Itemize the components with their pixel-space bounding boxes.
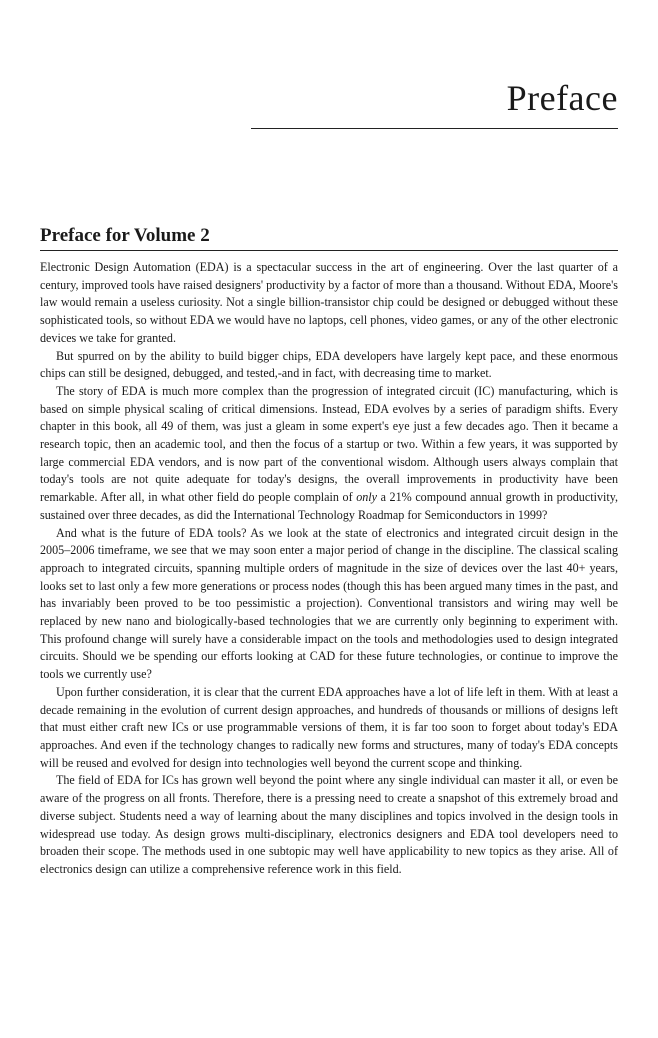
section-rule [40, 250, 618, 251]
title-rule [251, 128, 618, 129]
paragraph-5: Upon further consideration, it is clear that the current EDA approaches have a lot of life left in them. With at least a decade remaining in the evolution of current design approaches, and hundreds of thousands or millions of designs left that must either craft new ICs or use programmable versions of them, it is far too soon to forget about today's EDA approaches. And even if the technology changes to radically new forms and structures, many of today's EDA concepts will be reused and evolved for design into technologies well beyond the current scope and thinking. [40, 684, 618, 770]
body-text [40, 259, 618, 879]
paragraph-4: And what is the future of EDA tools? As we look at the state of electronics and integrated circuit design in the 2005–2006 timeframe, we see that we may soon enter a major period of change in the discipline. The classical scaling approach to integrated circuits, spanning multiple orders of magnitude in the size of devices over the last 40+ years, looks set to last only a few more generations or process nodes (though this has been argued many times in the past, and has invariably been proved to be too pessimistic a projection). Conventional transistors and wiring may well be replaced by new nano and biologically-based technologies that we are currently only beginning to experiment with. This profound change will surely have a considerable impact on the tools and methodologies used to design integrated circuits. Should we be spending our efforts looking at CAD for these future technologies, or continue to improve the tools we currently use? [40, 525, 618, 682]
paragraph-3 [40, 383, 618, 525]
paragraph-6: The field of EDA for ICs has grown well beyond the point where any single individual can master it all, or even be aware of the progress on all fronts. Therefore, there is a pressing need to create a snapshot of this extremely broad and diverse subject. Students need a way of learning about the many disciplines and topics involved in the design tools in widespread use today. As design grows multi-disciplinary, electronics designers and EDA tool developers need to broaden their scope. The methods used in one subtopic may well have applicability to new topics as they arise. All of electronics design can utilize a comprehensive reference work in this field. [40, 773, 618, 876]
emphasis-only: only [356, 490, 378, 505]
paragraph-3-text-after: a 21% compound annual growth in productivity, sustained over three decades, as did the International Technology Roadmap for Semiconductors in 1999? [40, 490, 618, 522]
paragraph-1: Electronic Design Automation (EDA) is a spectacular success in the art of engineering. Over the last quarter of a century, improved tools have raised designers' productivity by a factor of more than a thousand. Without EDA, Moore's law would remain a useless curiosity. Not a single billion-transistor chip could be designed or debugged without these sophisticated tools, so without EDA we would have no laptops, cell phones, video games, or any of the other electronic devices we take for granted. [40, 260, 618, 345]
chapter-title: Preface [506, 78, 618, 118]
paragraph-3-text-before: The story of EDA is much more complex than the progression of integrated circuit (IC) manufacturing, which is based on simple physical scaling of critical dimensions. Instead, EDA evolves by a series of paradigm shifts. Every chapter in this book, all 49 of them, was just a gleam in some expert's eye just a few decades ago. Then it became a research topic, then an academic tool, and then the focus of a startup or two. Within a few years, it was supported by large commercial EDA vendors, and is now part of the conventional wisdom. Although users always complain that today's tools are not quite adequate for today's designs, the overall improvements in productivity have been remarkable. After all, in what other field do people complain of [40, 383, 618, 505]
section-heading: Preface for Volume 2 [40, 225, 210, 246]
paragraph-2: But spurred on by the ability to build bigger chips, EDA developers have largely kept pace, and these enormous chips can still be designed, debugged, and tested,-and in fact, with decreasing time to market. [40, 348, 618, 381]
